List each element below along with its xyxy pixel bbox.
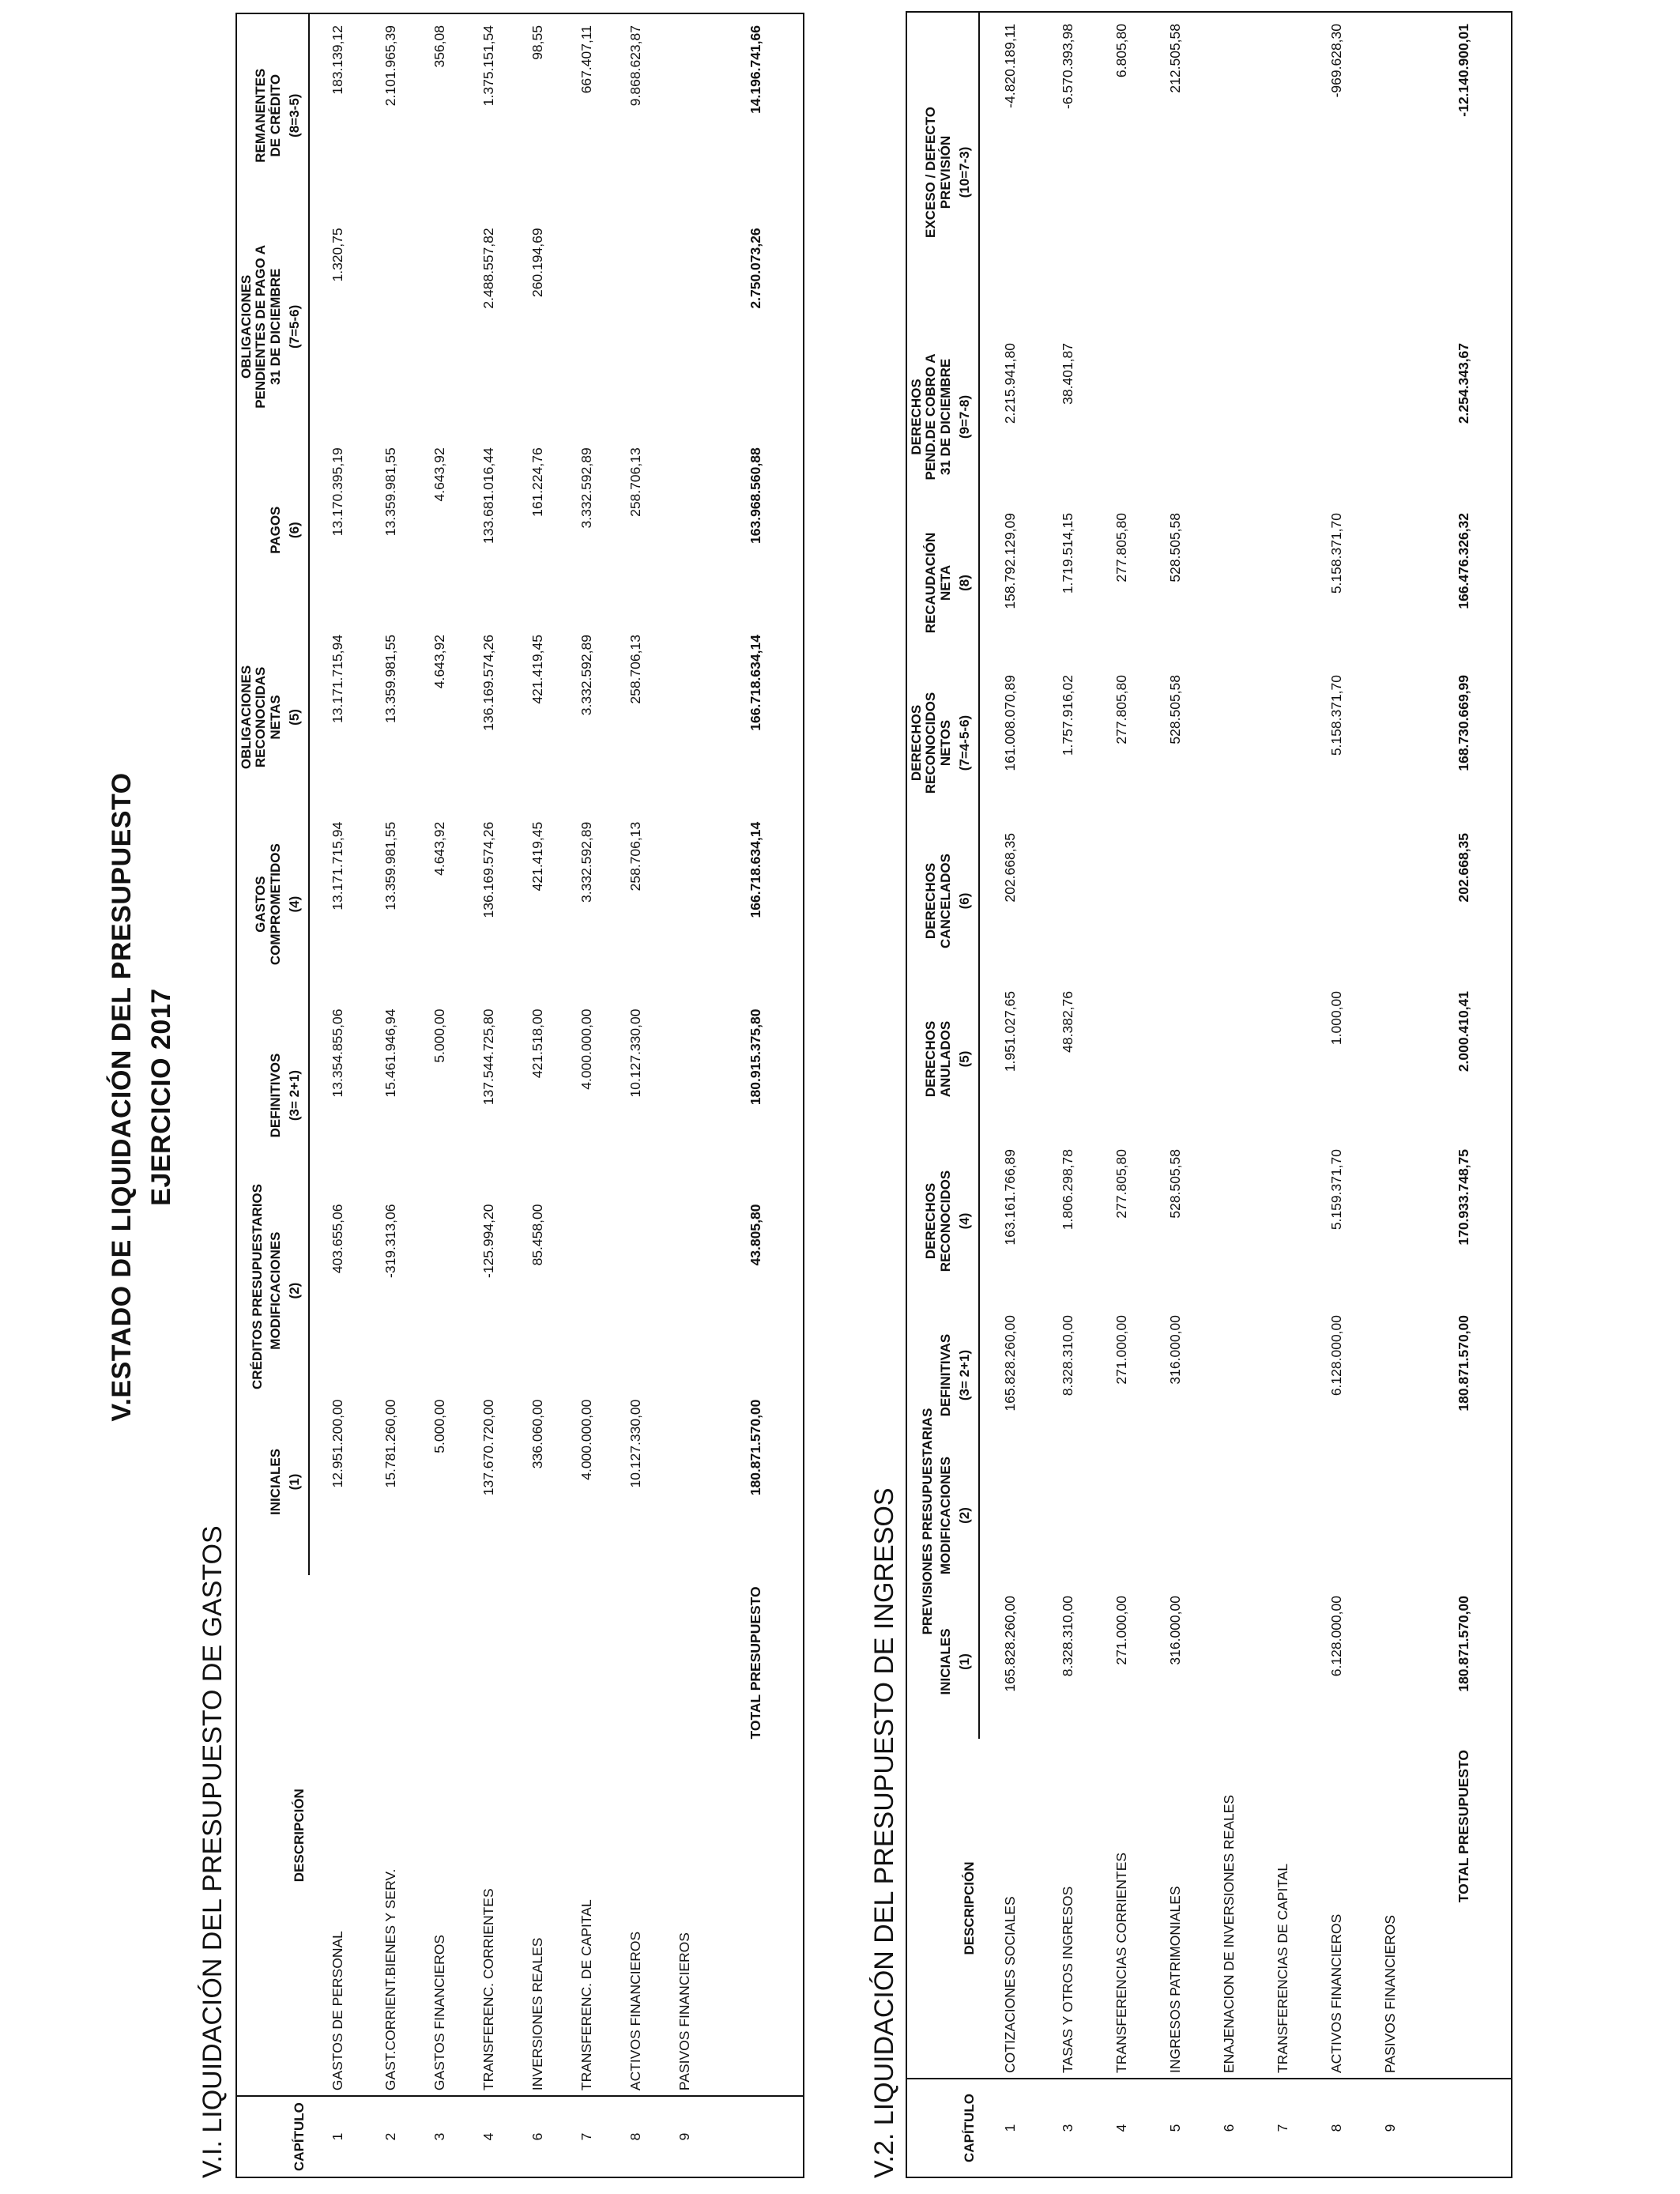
description-cell: COTIZACIONES SOCIALES [1001,1896,1018,2073]
mod-cell [562,1193,611,1389]
chapter-cell: 2 [366,2096,415,2177]
table-row [1363,12,1417,2177]
description-cell: INGRESOS PATRIMONIALES [1166,1886,1183,2073]
pend-cell [660,217,709,436]
anu-cell [1363,980,1417,1138]
mod-cell [611,1193,660,1389]
rcd-cell [1202,502,1256,664]
ini-cell: 316.000,00 [1166,1596,1183,1665]
gastos-header-pendientes: OBLIGACIONES PENDIENTES DE PAGO A 31 DE DICIEMBRE [239,244,283,409]
def-cell: 271.000,00 [1113,1314,1129,1385]
obl-cell: 13.359.981,55 [382,635,398,723]
comp-cell: 13.171.715,94 [330,821,346,910]
description-cell: ENAJENACION DE INVERSIONES REALES [1220,1794,1237,2073]
comp-cell: 13.359.981,55 [382,821,398,910]
description-cell: TRANSFERENC. DE CAPITAL [578,1899,594,2091]
comp-cell: 136.169.574,26 [480,821,496,918]
total-rec: 170.933.748,75 [1456,1148,1472,1246]
net-cell: 277.805,80 [1113,674,1129,745]
ingresos-header-exceso-num: (10=7-3) [955,12,979,332]
table-row [309,13,366,2177]
ingresos-header-group: PREVISIONES PRESUPUESTARIAS [919,1408,935,1635]
pend-cell [611,217,660,436]
pend-cell [1309,332,1363,502]
gastos-header-comprometidos: GASTOS COMPROMETIDOS [253,843,283,966]
gastos-header-pendientes-num: (7=5-6) [285,217,309,436]
total-comp: 166.718.634,14 [748,821,764,918]
obl-cell: 136.169.574,26 [480,635,496,731]
total-chapter-cell [709,2096,804,2177]
obl-cell: 3.332.592,89 [578,635,594,716]
total-chapter-cell [1417,2079,1512,2177]
def-cell: 6.128.000,00 [1328,1314,1344,1397]
gastos-header-pagos: PAGOS [267,506,283,554]
rem-cell: 1.375.151,54 [480,25,496,107]
total-pend: 2.254.343,67 [1456,342,1472,424]
total-pend: 2.750.073,26 [748,228,764,309]
ini-cell: 15.781.260,00 [382,1399,398,1488]
table-row [415,13,464,2177]
chapter-cell: 8 [1309,2079,1363,2177]
rec-cell: 277.805,80 [1113,1148,1129,1219]
chapter-cell: 1 [979,2079,1041,2177]
ini-cell: 165.828.260,00 [1002,1596,1019,1692]
table-row [1148,12,1202,2177]
mod-cell [1309,1446,1363,1585]
ingresos-table [906,11,1512,2178]
net-cell: 528.505,58 [1166,674,1183,745]
can-cell [1148,822,1202,980]
def-cell: 4.000.000,00 [578,1008,594,1090]
total-row [709,13,804,2177]
obl-cell: 4.643,92 [431,635,447,689]
rec-cell [1363,1138,1417,1304]
rem-cell [660,13,709,217]
chapter-cell: 9 [1363,2079,1417,2177]
mod-cell [979,1446,1041,1585]
ingresos-header-modificaciones-num: (2) [955,1446,979,1585]
mod-cell: 403.655,06 [330,1204,346,1274]
description-cell: GASTOS DE PERSONAL [329,1931,345,2091]
chapter-cell: 5 [1148,2079,1202,2177]
net-cell: 161.008.070,89 [1002,674,1019,771]
pend-cell [562,217,611,436]
table-row [1094,12,1148,2177]
table-row [979,12,1041,2177]
description-cell: GAST.CORRIENT.BIENES Y SERV. [382,1868,398,2091]
total-net: 168.730.669,99 [1456,674,1472,771]
pag-cell: 258.706,13 [627,447,643,517]
total-obl: 166.718.634,14 [748,635,764,731]
ingresos-header-definitivas-num: (3= 2+1) [955,1304,979,1446]
def-cell: 137.544.725,80 [480,1008,496,1106]
total-mod: 43.805,80 [748,1204,764,1266]
anu-cell [1256,980,1309,1138]
ingresos-header-descripcion: DESCRIPCIÓN [962,1861,977,1955]
table-row [1256,12,1309,2177]
rcd-cell [1256,502,1309,664]
description-cell: ACTIVOS FINANCIEROS [627,1931,643,2091]
ini-cell: 12.951.200,00 [330,1399,346,1488]
total-pag: 163.968.560,88 [748,447,764,544]
gastos-table [235,13,804,2178]
pend-cell: 38.401,87 [1059,342,1075,405]
ingresos-header-iniciales: INICIALES [937,1628,953,1695]
def-cell [1256,1304,1309,1446]
rem-cell: 667.407,11 [578,25,594,94]
pag-cell: 13.170.395,19 [330,447,346,537]
pend-cell [366,217,415,436]
ingresos-header-capitulo: CAPÍTULO [906,2079,979,2177]
exc-cell: -4.820.189,11 [1002,23,1019,108]
ingresos-header-cancelados-num: (6) [955,822,979,980]
obl-cell: 13.171.715,94 [330,635,346,723]
gastos-header-descripcion: DESCRIPCIÓN [292,1789,307,1883]
pend-cell [1202,332,1256,502]
obl-cell: 258.706,13 [627,635,643,704]
rec-cell [1256,1138,1309,1304]
page-title: V.ESTADO DE LIQUIDACIÓN DEL PRESUPUESTO [107,772,137,1422]
ini-cell: 336.060,00 [529,1399,545,1469]
can-cell [1256,822,1309,980]
ini-cell: 8.328.310,00 [1059,1596,1075,1677]
anu-cell [1202,980,1256,1138]
description-cell: TRANSFERENCIAS DE CAPITAL [1274,1863,1290,2073]
ini-cell [1363,1585,1417,1739]
anu-cell: 1.951.027,65 [1002,990,1019,1072]
description-cell: INVERSIONES REALES [529,1937,545,2091]
ingresos-header-reconocidos-num: (4) [955,1138,979,1304]
ini-cell: 10.127.330,00 [627,1399,643,1488]
gastos-header-capitulo: CAPÍTULO [236,2096,309,2177]
mod-cell [1094,1446,1148,1585]
rem-cell: 98,55 [529,25,545,60]
gastos-header-group: CRÉDITOS PRESUPUESTARIOS [249,1183,265,1389]
anu-cell: 48.382,76 [1059,990,1075,1053]
ingresos-header-recaudacion: RECAUDACIÓN NETA [923,532,953,634]
chapter-cell: 3 [415,2096,464,2177]
def-cell: 421.518,00 [529,1008,545,1079]
rec-cell: 163.161.766,89 [1002,1148,1019,1246]
ini-cell: 6.128.000,00 [1328,1596,1344,1677]
pag-cell: 13.359.981,55 [382,447,398,537]
chapter-cell: 4 [464,2096,513,2177]
total-rcd: 166.476.326,32 [1456,512,1472,609]
gastos-header-modificaciones: MODIFICACIONES [267,1231,283,1350]
chapter-cell: 4 [1094,2079,1148,2177]
ingresos-header-netos-num: (7=4-5-6) [955,664,979,822]
gastos-header-iniciales-num: (1) [285,1389,309,1576]
total-can: 202.668,35 [1456,832,1472,903]
def-cell: 10.127.330,00 [627,1008,643,1098]
exc-cell [1202,12,1256,332]
mod-cell [415,1193,464,1389]
ini-cell: 5.000,00 [431,1399,447,1453]
description-cell: GASTOS FINANCIEROS [431,1935,447,2091]
rcd-cell: 158.792.129,09 [1002,512,1019,609]
pag-cell: 4.643,92 [431,447,447,502]
ingresos-header-cancelados: DERECHOS CANCELADOS [923,854,953,948]
can-cell [1309,822,1363,980]
comp-cell: 421.419,45 [529,821,545,892]
gastos-header-definitivos: DEFINITIVOS [267,1053,283,1138]
pend-cell: 2.215.941,80 [1002,342,1019,424]
table-row [1041,12,1094,2177]
pend-cell: 260.194,69 [529,228,545,297]
total-rem: 14.196.741,66 [748,25,764,114]
can-cell [1094,822,1148,980]
ingresos-header-pendcobro-num: (9=7-8) [955,332,979,502]
pend-cell [1256,332,1309,502]
gastos-header-obligaciones-num: (5) [285,624,309,811]
exc-cell: 6.805,80 [1113,23,1129,78]
rec-cell: 528.505,58 [1166,1148,1183,1219]
description-cell: TRANSFERENC. CORRIENTES [480,1888,496,2091]
ingresos-header-modificaciones: MODIFICACIONES [937,1456,953,1575]
rcd-cell: 528.505,58 [1166,512,1183,582]
chapter-cell: 7 [1256,2079,1309,2177]
obl-cell: 421.419,45 [529,635,545,704]
ingresos-header-exceso: EXCESO / DEFECTO PREVISIÓN [923,107,953,238]
pend-cell [1363,332,1417,502]
rec-cell: 5.159.371,70 [1328,1148,1344,1231]
pend-cell [1148,332,1202,502]
table-row [562,13,611,2177]
table-row [660,13,709,2177]
mod-cell [1148,1446,1202,1585]
gastos-header-remanentes-num: (8=3-5) [285,13,309,217]
gastos-header-modificaciones-num: (2) [285,1193,309,1389]
chapter-cell: 8 [611,2096,660,2177]
can-cell [1041,822,1094,980]
ini-cell: 4.000.000,00 [578,1399,594,1480]
total-row [1417,12,1512,2177]
can-cell [1363,822,1417,980]
ingresos-header-pendcobro: DERECHOS PEND.DE COBRO A 31 DE DICIEMBRE [909,353,953,481]
comp-cell: 3.332.592,89 [578,821,594,903]
exc-cell: -969.628,30 [1328,23,1344,98]
rcd-cell: 5.158.371,70 [1328,512,1344,594]
comp-cell: 258.706,13 [627,821,643,892]
total-def: 180.915.375,80 [748,1008,764,1106]
total-def: 180.871.570,00 [1456,1314,1472,1412]
mod-cell: 85.458,00 [529,1204,545,1266]
pag-cell: 3.332.592,89 [578,447,594,529]
gastos-header-pagos-num: (6) [285,436,309,624]
description-cell: PASIVOS FINANCIEROS [1381,1915,1398,2073]
ingresos-header-recaudacion-num: (8) [955,502,979,664]
pend-cell [415,217,464,436]
mod-cell [660,1193,709,1389]
description-cell: TRANSFERENCIAS CORRIENTES [1113,1852,1129,2073]
page-subtitle: EJERCICIO 2017 [146,988,176,1206]
can-cell: 202.668,35 [1002,832,1019,903]
pag-cell: 161.224,76 [529,447,545,517]
rcd-cell: 1.719.514,15 [1059,512,1075,594]
net-cell [1363,664,1417,822]
net-cell [1256,664,1309,822]
total-label: TOTAL PRESUPUESTO [748,1586,764,1740]
table-row [464,13,513,2177]
anu-cell [1148,980,1202,1138]
table-row [611,13,660,2177]
mod-cell: -125.994,20 [480,1204,496,1278]
ingresos-header-anulados-num: (5) [955,980,979,1138]
ingresos-header-definitivas: DEFINITIVAS [937,1333,953,1417]
gastos-header-definitivos-num: (3= 2+1) [285,998,309,1193]
comp-cell [660,811,709,998]
total-ini: 180.871.570,00 [748,1399,764,1496]
anu-cell: 1.000,00 [1328,990,1344,1046]
ingresos-section-title: V.2. LIQUIDACIÓN DEL PRESUPUESTO DE INGRESOS [869,1487,899,2178]
ini-cell: 137.670.720,00 [480,1399,496,1496]
chapter-cell: 6 [1202,2079,1256,2177]
table-row [1202,12,1256,2177]
def-cell [660,998,709,1193]
def-cell: 15.461.946,94 [382,1008,398,1098]
gastos-header-comprometidos-num: (4) [285,811,309,998]
chapter-cell: 1 [309,2096,366,2177]
anu-cell [1094,980,1148,1138]
chapter-cell: 9 [660,2096,709,2177]
rcd-cell [1363,502,1417,664]
total-exc: -12.140.900,01 [1456,23,1472,117]
def-cell: 316.000,00 [1166,1314,1183,1385]
gastos-header-remanentes: REMANENTES DE CRÉDITO [253,68,283,163]
ingresos-header-anulados: DERECHOS ANULADOS [923,1020,953,1098]
pag-cell: 133.681.016,44 [480,447,496,544]
ingresos-header-netos: DERECHOS RECONOCIDOS NETOS [909,692,953,794]
ingresos-header-reconocidos: DERECHOS RECONOCIDOS [923,1170,953,1272]
rem-cell: 356,08 [431,25,447,68]
obl-cell [660,624,709,811]
def-cell: 13.354.855,06 [330,1008,346,1098]
def-cell: 8.328.310,00 [1059,1314,1075,1397]
net-cell: 1.757.916,02 [1059,674,1075,756]
net-cell: 5.158.371,70 [1328,674,1344,756]
mod-cell [1202,1446,1256,1585]
description-cell: TASAS Y OTROS INGRESOS [1059,1886,1075,2073]
pag-cell [660,436,709,624]
chapter-cell: 3 [1041,2079,1094,2177]
net-cell [1202,664,1256,822]
gastos-header-obligaciones: OBLIGACIONES RECONOCIDAS NETAS [239,665,283,770]
table-row [513,13,562,2177]
total-label: TOTAL PRESUPUESTO [1456,1750,1472,1903]
pend-cell [1094,332,1148,502]
rem-cell: 183.139,12 [330,25,346,95]
rcd-cell: 277.805,80 [1113,512,1129,582]
def-cell [1363,1304,1417,1446]
mod-cell [1041,1446,1094,1585]
mod-cell [1256,1446,1309,1585]
rec-cell: 1.806.298,78 [1059,1148,1075,1231]
can-cell [1202,822,1256,980]
rec-cell [1202,1138,1256,1304]
description-cell: ACTIVOS FINANCIEROS [1328,1913,1344,2073]
ini-cell: 271.000,00 [1113,1596,1129,1665]
total-ini: 180.871.570,00 [1456,1596,1472,1692]
total-anu: 2.000.410,41 [1456,990,1472,1072]
def-cell: 165.828.260,00 [1002,1314,1019,1412]
table-row [366,13,415,2177]
total-mod [1417,1446,1512,1585]
exc-cell [1256,12,1309,332]
ingresos-header-iniciales-num: (1) [955,1585,979,1739]
def-cell: 5.000,00 [431,1008,447,1063]
exc-cell: -6.570.393,98 [1059,23,1075,109]
ini-cell [1202,1585,1256,1739]
description-cell: PASIVOS FINANCIEROS [676,1932,692,2091]
exc-cell [1363,12,1417,332]
ini-cell [660,1389,709,1576]
mod-cell [1363,1446,1417,1585]
comp-cell: 4.643,92 [431,821,447,876]
pend-cell: 1.320,75 [330,228,346,282]
gastos-header-iniciales: INICIALES [267,1448,283,1515]
chapter-cell: 6 [513,2096,562,2177]
exc-cell: 212.505,58 [1166,23,1183,93]
ini-cell [1256,1585,1309,1739]
table-row [1309,12,1363,2177]
rem-cell: 2.101.965,39 [382,25,398,107]
pend-cell: 2.488.557,82 [480,228,496,309]
chapter-cell: 7 [562,2096,611,2177]
mod-cell: -319.313,06 [382,1204,398,1278]
def-cell [1202,1304,1256,1446]
gastos-section-title: V.I. LIQUIDACIÓN DEL PRESUPUESTO DE GASTOS [198,1525,228,2178]
rem-cell: 9.868.623,87 [627,25,643,107]
